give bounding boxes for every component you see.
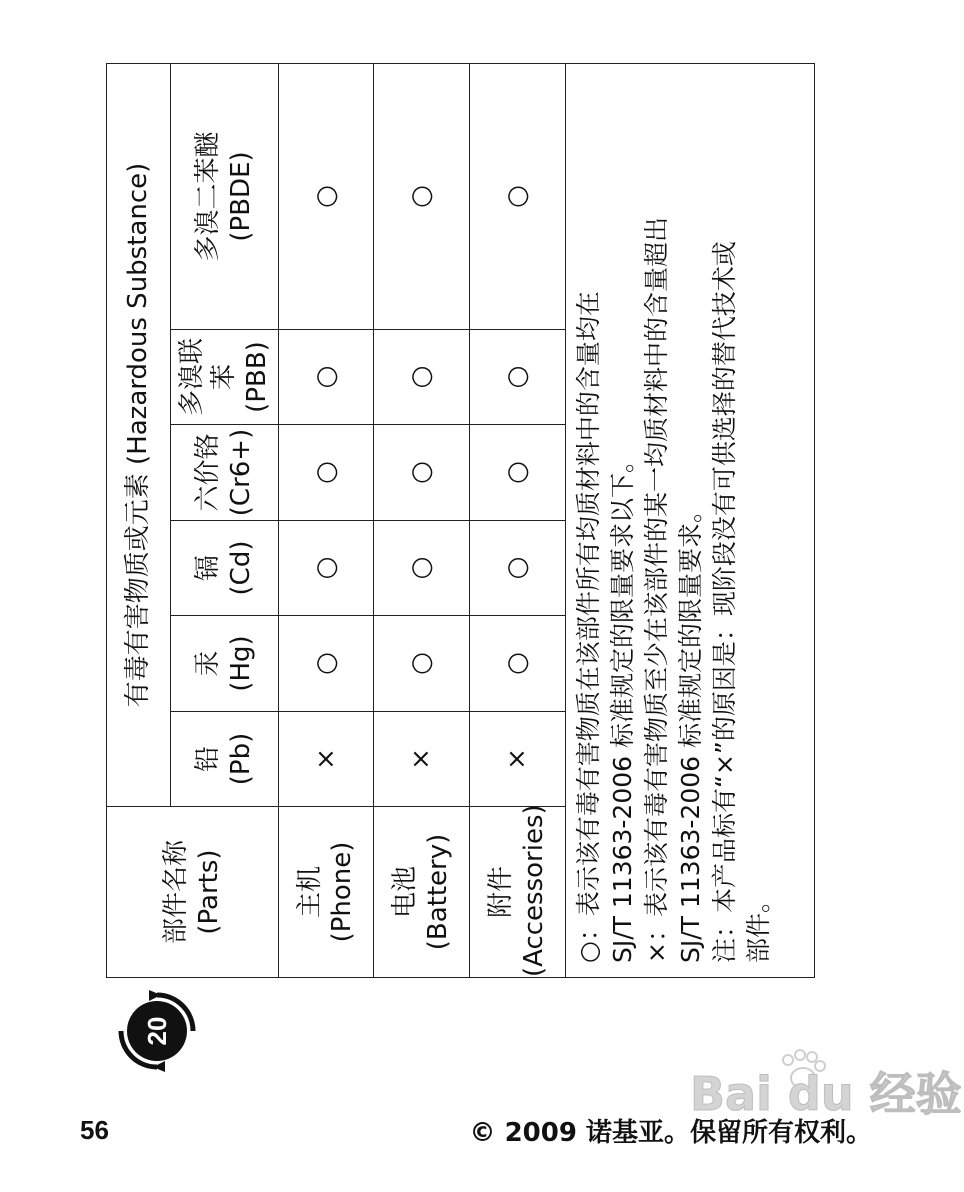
mark-cell: ○ bbox=[374, 425, 470, 521]
part-name-cell bbox=[374, 807, 470, 978]
note-line: ×：表示该有毒有害物质至少在该部件的某一均质材料中的含量超出 bbox=[642, 217, 671, 963]
part-en: (Phone) bbox=[327, 841, 357, 943]
mark-cell: ○ bbox=[374, 63, 470, 329]
mark-cell: × bbox=[279, 712, 374, 807]
note-line: SJ/T 11363-2006 标准规定的限量要求。 bbox=[676, 497, 705, 963]
mark-cell: ○ bbox=[279, 521, 374, 616]
mark-cell: ○ bbox=[279, 425, 374, 521]
substance-header bbox=[171, 712, 279, 807]
hazardous-substance-table bbox=[106, 63, 815, 978]
substance-header bbox=[171, 425, 279, 521]
mark-cell: × bbox=[470, 712, 566, 807]
substance-cn: 多溴联苯 bbox=[176, 338, 240, 417]
page-number: 56 bbox=[80, 1115, 109, 1145]
substance-en: (Pb) bbox=[225, 732, 256, 786]
table-row bbox=[374, 63, 470, 977]
note-line: 注：本产品标有“×”的原因是：现阶段没有可供选择的替代技术或 bbox=[710, 241, 739, 963]
substance-header bbox=[171, 616, 279, 712]
substance-en: (PBB) bbox=[241, 341, 272, 413]
mark-cell: ○ bbox=[470, 521, 566, 616]
parts-header-en: (Parts) bbox=[193, 849, 224, 935]
hazard-title: 有毒有害物质或元素 (Hazardous Substance) bbox=[107, 63, 171, 806]
substance-cn: 铅 bbox=[193, 746, 223, 773]
mark-cell: ○ bbox=[374, 521, 470, 616]
mark-cell: ○ bbox=[279, 616, 374, 712]
substance-en: (Hg) bbox=[225, 635, 256, 692]
substance-cn: 汞 bbox=[193, 650, 223, 677]
notes-cell bbox=[566, 63, 815, 977]
mark-cell: ○ bbox=[470, 616, 566, 712]
mark-cell: ○ bbox=[279, 330, 374, 425]
logo-number: 20 bbox=[141, 1016, 172, 1046]
substance-cn: 镉 bbox=[193, 555, 223, 582]
part-name-cell bbox=[470, 804, 566, 978]
parts-header-cell bbox=[107, 807, 279, 978]
recycle-20-logo-icon bbox=[116, 990, 198, 1072]
note-line: ○：表示该有毒有害物质在该部件所有均质材料中的含量均在 bbox=[574, 291, 603, 963]
watermark-text: Bai du 经验 bbox=[690, 1067, 962, 1121]
substance-cn: 六价铬 bbox=[193, 433, 223, 512]
parts-header-cn: 部件名称 bbox=[161, 840, 191, 945]
substance-en: (PBDE) bbox=[225, 151, 256, 242]
substance-cn: 多溴二苯醚 bbox=[193, 131, 223, 262]
mark-cell: × bbox=[374, 712, 470, 807]
mark-cell: ○ bbox=[374, 330, 470, 425]
part-name-cell bbox=[279, 807, 374, 978]
table-row bbox=[470, 63, 566, 977]
table-row bbox=[279, 63, 374, 977]
substance-en: (Cd) bbox=[225, 540, 256, 596]
substance-en: (Cr6+) bbox=[225, 428, 256, 517]
part-cn: 电池 bbox=[390, 866, 420, 919]
mark-cell: ○ bbox=[279, 63, 374, 329]
mark-cell: ○ bbox=[470, 330, 566, 425]
mark-cell: ○ bbox=[374, 616, 470, 712]
note-line: 部件。 bbox=[744, 887, 773, 963]
part-cn: 主机 bbox=[294, 866, 325, 919]
mark-cell: ○ bbox=[470, 425, 566, 521]
copyright-notice: © 2009 诺基亚。保留所有权利。 bbox=[469, 1118, 872, 1148]
substance-header bbox=[171, 330, 279, 425]
part-en: (Battery) bbox=[422, 833, 453, 951]
part-en: (Accessories) bbox=[518, 804, 549, 977]
part-cn: 附件 bbox=[486, 866, 516, 919]
substance-header bbox=[171, 63, 279, 329]
mark-cell: ○ bbox=[470, 63, 566, 329]
rohs-table-rotated bbox=[106, 64, 814, 978]
substance-header bbox=[171, 521, 279, 616]
note-line: SJ/T 11363-2006 标准规定的限量要求以下。 bbox=[608, 447, 637, 963]
